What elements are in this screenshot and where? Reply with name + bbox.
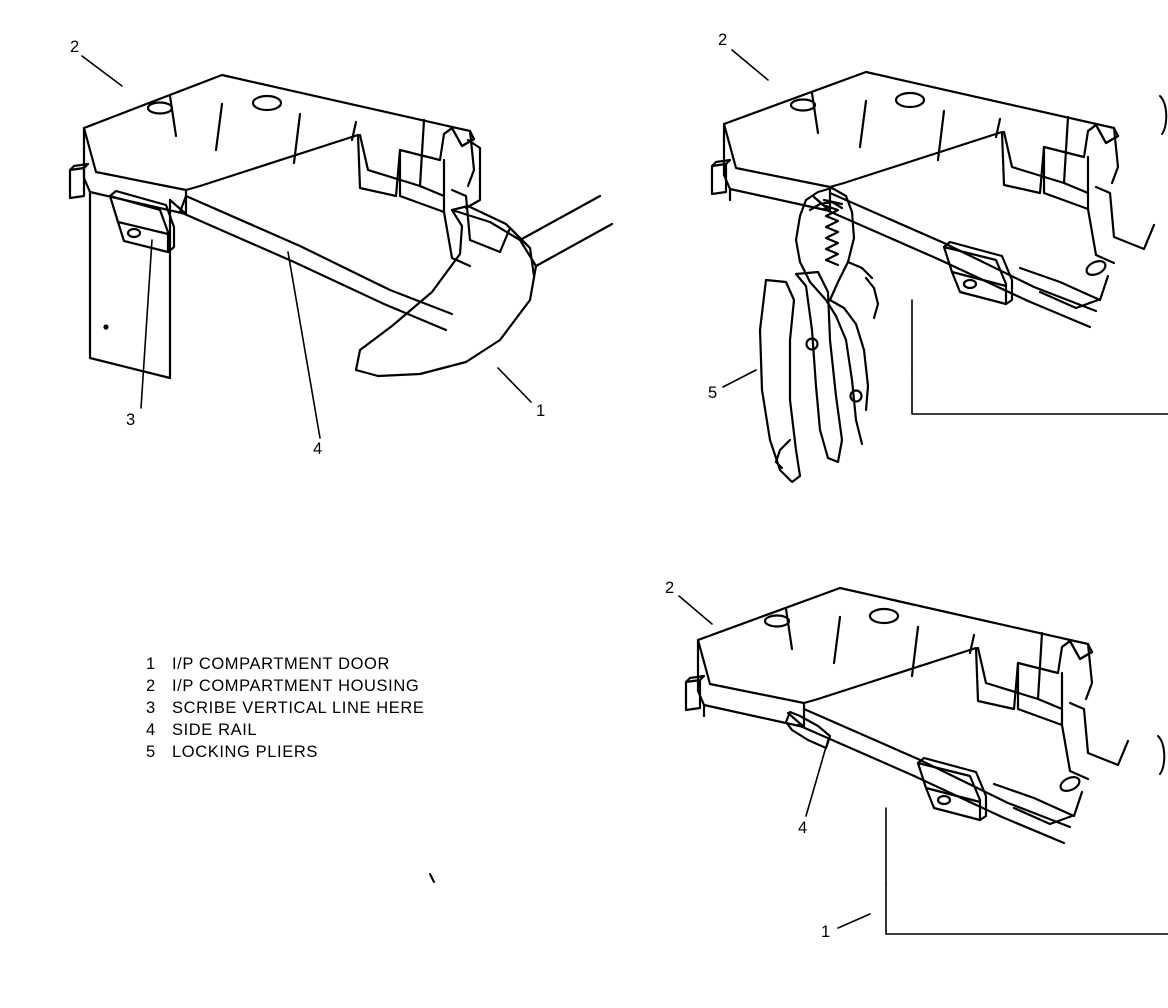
view-lower-right [679, 588, 1168, 934]
legend-item-number: 5 [146, 743, 156, 761]
callout-3-upper-left [126, 411, 135, 430]
legend-item-label: LOCKING PLIERS [172, 743, 318, 761]
callout-number: 2 [665, 579, 675, 597]
callout-1-upper-left [536, 402, 545, 421]
callout-number: 3 [126, 411, 136, 429]
legend-item [146, 699, 425, 721]
callout-4-lower-right [798, 819, 807, 838]
callout-1-lower-right [821, 923, 830, 942]
callout-4-upper-left [313, 440, 322, 459]
callout-number: 2 [70, 38, 80, 56]
view-upper-left [70, 56, 612, 438]
legend-item-label: SCRIBE VERTICAL LINE HERE [172, 699, 425, 717]
callout-number: 2 [718, 31, 728, 49]
callout-2-lower-right [665, 579, 674, 598]
callout-2-upper-left [70, 38, 79, 57]
legend-item-label: SIDE RAIL [172, 721, 258, 739]
callout-number: 4 [798, 819, 808, 837]
legend-item-number: 3 [146, 699, 156, 717]
legend-item [146, 677, 425, 699]
legend-item-label: I/P COMPARTMENT HOUSING [172, 677, 420, 695]
legend-item-number: 4 [146, 721, 156, 739]
legend-item-label: I/P COMPARTMENT DOOR [172, 655, 390, 673]
callout-5-upper-right [708, 384, 717, 403]
callout-number: 5 [708, 384, 718, 402]
callout-2-upper-right [718, 31, 727, 50]
legend-item-number: 1 [146, 655, 156, 673]
legend-item-number: 2 [146, 677, 156, 695]
legend-item [146, 721, 425, 743]
callout-number: 1 [821, 923, 831, 941]
callout-number: 1 [536, 402, 546, 420]
legend [146, 655, 425, 765]
legend-item [146, 743, 425, 765]
callout-number: 4 [313, 440, 323, 458]
legend-item [146, 655, 425, 677]
view-upper-right [712, 50, 1168, 482]
